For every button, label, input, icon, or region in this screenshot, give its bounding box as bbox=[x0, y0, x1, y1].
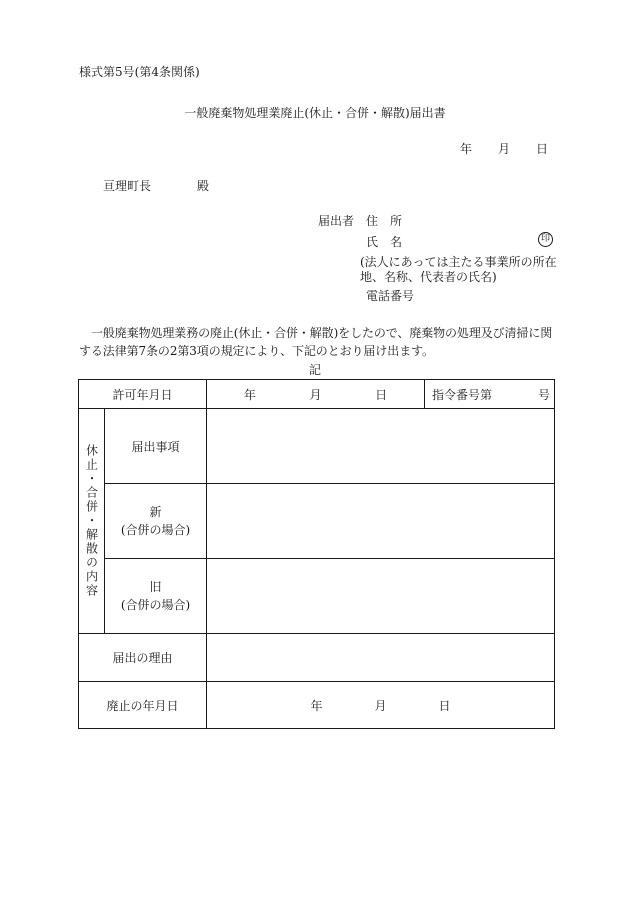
ki-heading: 記 bbox=[308, 363, 321, 377]
corporation-note: (法人にあっては主たる事業所の所在地、名称、代表者の氏名) bbox=[360, 255, 557, 284]
reason-label: 届出の理由 bbox=[79, 634, 207, 682]
abolish-date-cell[interactable] bbox=[207, 682, 555, 729]
order-number-suffix: 号 bbox=[538, 387, 551, 402]
order-number-cell[interactable] bbox=[425, 380, 555, 409]
section-label: 休止・合併・解散の内容 bbox=[84, 444, 99, 598]
old-value[interactable] bbox=[207, 559, 555, 634]
date-month: 月 bbox=[497, 142, 510, 156]
seal-icon: 印 bbox=[538, 232, 553, 247]
new-value[interactable] bbox=[207, 484, 555, 559]
new-row bbox=[79, 484, 555, 559]
abolish-day-unit: 日 bbox=[438, 698, 451, 713]
document-title: 一般廃棄物処理業廃止(休止・合併・解散)届出書 bbox=[184, 106, 446, 120]
submission-date-line bbox=[460, 143, 548, 155]
reason-value[interactable] bbox=[207, 634, 555, 682]
permit-date-cell[interactable] bbox=[207, 380, 425, 409]
item-row bbox=[79, 409, 555, 484]
phone-label: 電話番号 bbox=[366, 289, 415, 303]
body-paragraph: 一般廃棄物処理業務の廃止(休止・合併・解散)をしたので、廃棄物の処理及び清掃に関する法律第7条の2第3項の規定により、下記のとおり届け出ます。 bbox=[79, 326, 553, 358]
date-year: 年 bbox=[459, 142, 472, 156]
new-label: 新 bbox=[149, 505, 162, 519]
old-label-cell bbox=[105, 559, 207, 634]
order-number-label: 指令番号第 bbox=[432, 387, 493, 402]
new-sublabel: (合併の場合) bbox=[120, 523, 191, 537]
abolish-month-unit: 月 bbox=[374, 698, 387, 713]
addressee-honorific: 殿 bbox=[197, 179, 210, 193]
address-label: 住 所 bbox=[366, 214, 403, 228]
addressee-name: 亘理町長 bbox=[103, 179, 152, 193]
permit-day-unit: 日 bbox=[375, 387, 388, 402]
new-label-cell bbox=[105, 484, 207, 559]
section-label-cell bbox=[79, 409, 105, 634]
old-sublabel: (合併の場合) bbox=[120, 598, 191, 612]
reason-row bbox=[79, 634, 555, 682]
notification-table bbox=[78, 379, 555, 729]
old-row bbox=[79, 559, 555, 634]
permit-year-unit: 年 bbox=[243, 387, 256, 402]
permit-row bbox=[79, 380, 555, 409]
item-value[interactable] bbox=[207, 409, 555, 484]
abolish-date-label: 廃止の年月日 bbox=[79, 682, 207, 729]
date-day: 日 bbox=[535, 142, 548, 156]
old-label: 旧 bbox=[149, 580, 162, 594]
item-label: 届出事項 bbox=[105, 409, 207, 484]
permit-month-unit: 月 bbox=[309, 387, 322, 402]
addressee bbox=[103, 180, 209, 192]
form-number: 様式第5号(第4条関係) bbox=[79, 65, 200, 79]
name-label: 氏 名 bbox=[366, 235, 403, 249]
permit-date-label: 許可年月日 bbox=[79, 380, 207, 409]
abolish-year-unit: 年 bbox=[310, 698, 323, 713]
notifier-label: 届出者 bbox=[318, 214, 355, 228]
abolish-date-row bbox=[79, 682, 555, 729]
